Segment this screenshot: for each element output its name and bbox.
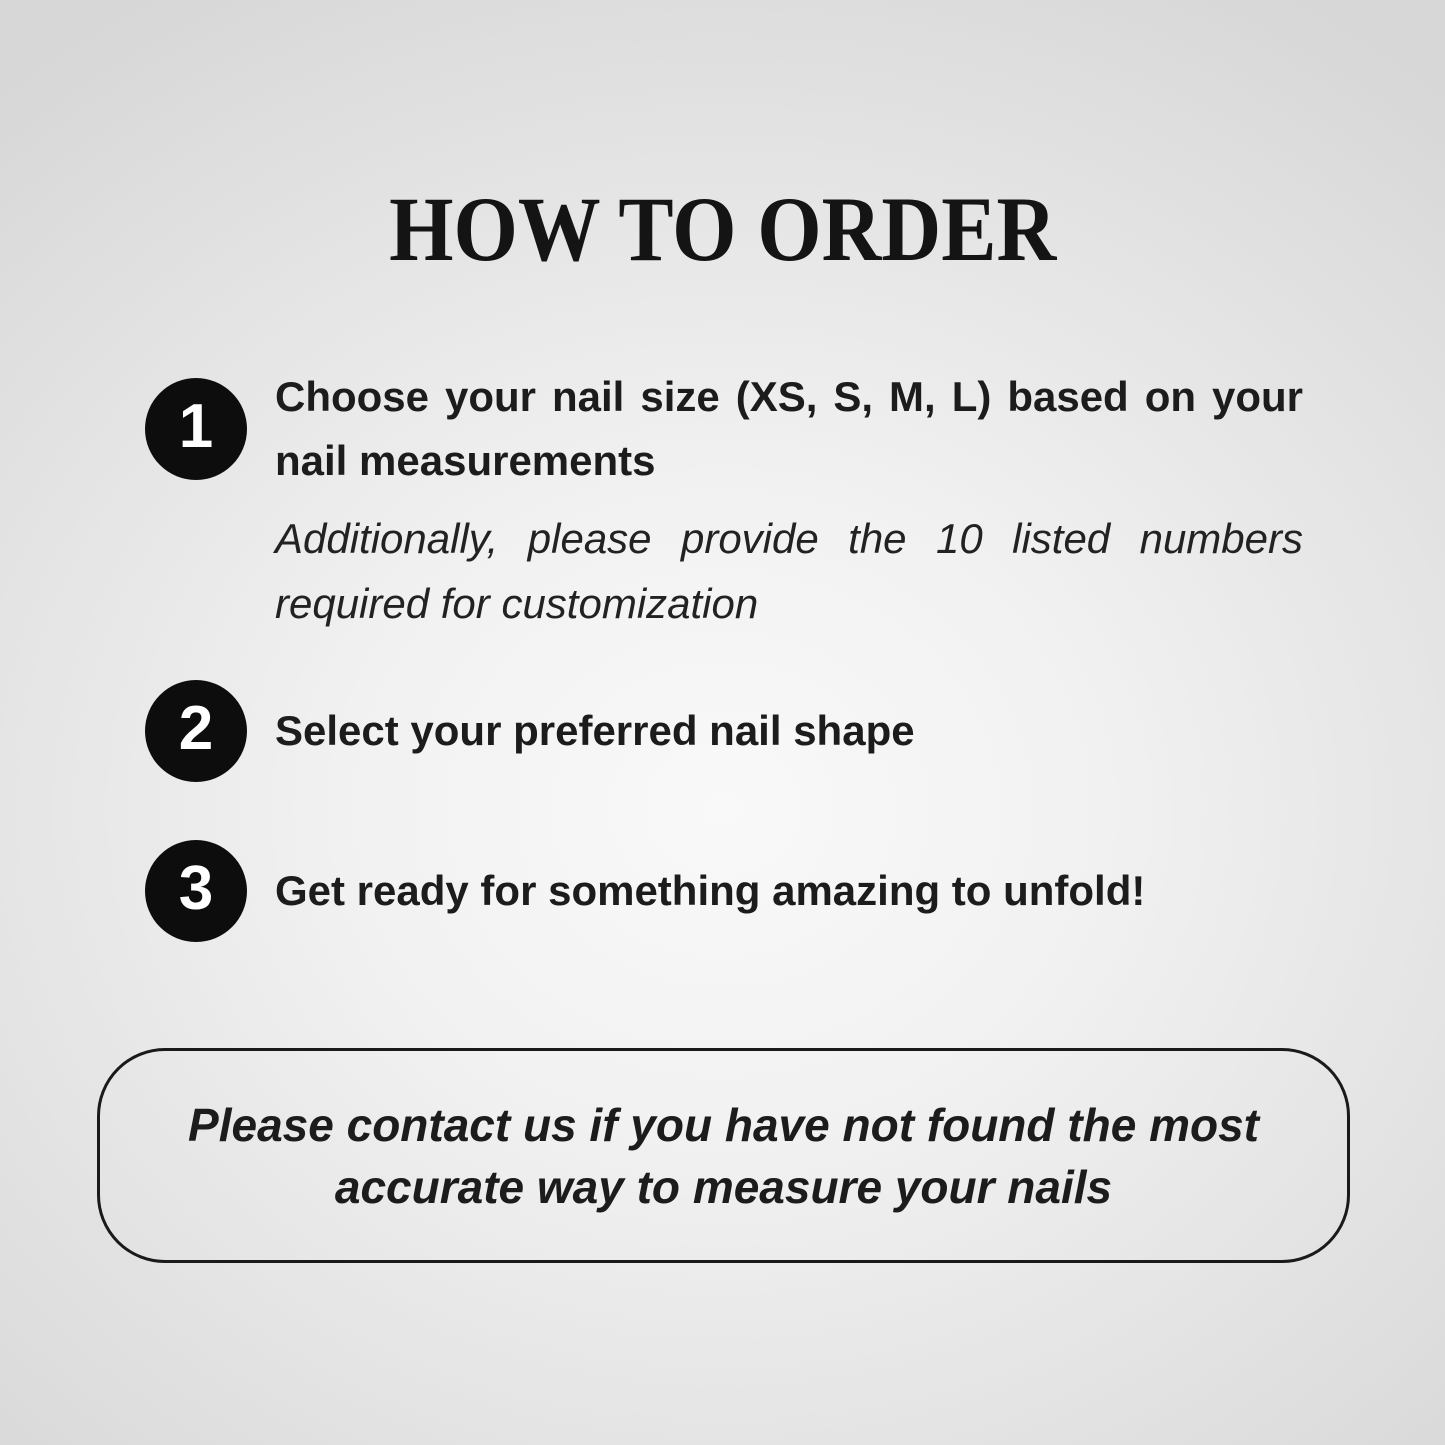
step-3-number-badge: [145, 840, 247, 942]
step-1-number-badge: [145, 378, 247, 480]
step-3-number: 3: [178, 854, 214, 923]
step-3-text: Get ready for something amazing to unfold!: [275, 867, 1146, 914]
step-1-number: 1: [178, 392, 214, 461]
step-row-1: [145, 373, 1303, 484]
page-header: [0, 178, 1445, 280]
step-1-text: Choose your nail size (XS, S, M, L) based on your nail measurements: [275, 373, 1303, 484]
step-row-3: [145, 840, 1303, 942]
contact-note-text: Please contact us if you have not found the most accurate way to measure your nails: [188, 1098, 1259, 1213]
step-2-text: Select your preferred nail shape: [275, 707, 915, 754]
step-1-note: Additionally, please provide the 10 listed numbers required for customization: [275, 515, 1303, 627]
page-title: HOW TO ORDER: [388, 178, 1057, 280]
step-2-number: 2: [178, 694, 214, 763]
step-row-2: [145, 680, 1303, 782]
contact-note-box: [97, 1048, 1350, 1263]
step-2-number-badge: [145, 680, 247, 782]
